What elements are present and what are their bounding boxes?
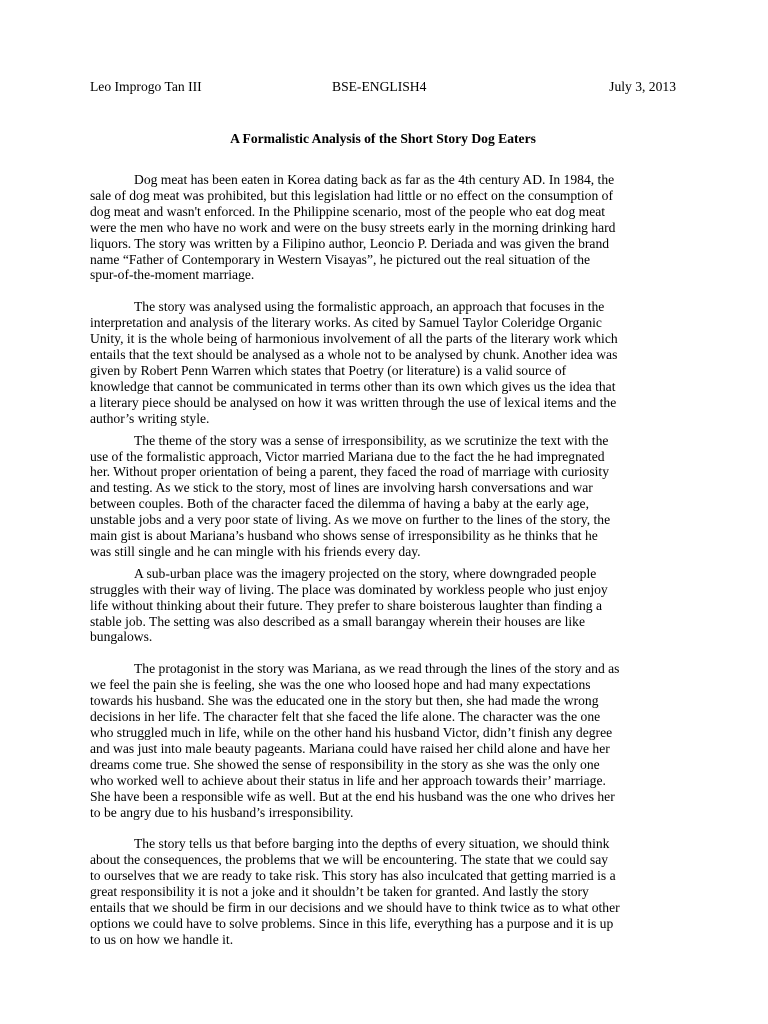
document-header [90,79,676,99]
paragraph-protagonist: The protagonist in the story was Mariana, as we read through the lines of the story and as we feel the pain she is feeling, she was the one who loosed hope and had many expectations towards his husband. She was the educated one in the story but then, she had made the wrong decisions in her life. The character felt that she faced the life alone. The character was the one who struggled much in life, while on the other hand his husband Victor, didn’t finish any degree and was just into male beauty pageants. Mariana could have raised her child alone and have her dreams come true. She showed the sense of responsibility in the story as she was the only one who worked well to achieve about their status in life and her approach towards their’ marriage. She have been a responsible wife as well. But at the end his husband was the one who drives her to be angry due to his husband’s irresponsibility. [90,661,620,820]
course-code: BSE-ENGLISH4 [332,79,427,94]
paragraph-theme: The theme of the story was a sense of irresponsibility, as we scrutinize the text with the use of the formalistic approach, Victor married Mariana due to the fact the he had impregnated her. Without proper orientation of being a parent, they faced the road of marriage with curiosity and testing. As we stick to the story, most of lines are involving harsh conversations and war between couples. Both of the character faced the dilemma of having a baby at the early age, unstable jobs and a very poor state of living. As we move on further to the lines of the story, the main gist is about Mariana’s husband who shows sense of irresponsibility as he thinks that he was still single and he can mingle with his friends every day. [90,432,611,559]
author-name: Leo Improgo Tan III [90,79,202,94]
paragraph-setting: A sub-urban place was the imagery projected on the story, where downgraded people struggles with their way of living. The place was dominated by workless people who just enjoy life without thinking about their future. They prefer to share boisterous laughter than finding a stable job. The setting was also described as a small barangay wherein their houses are like bungalows. [90,565,608,645]
document-body [90,172,676,964]
paragraph-intro: Dog meat has been eaten in Korea dating back as far as the 4th century AD. In 1984, the sale of dog meat was prohibited, but this legislation had little or no effect on the consumption of dog meat and wasn't enforced. In the Philippine scenario, most of the people who eat dog meat were the men who have no work and were on the busy streets early in the morning drinking hard liquors. The story was written by a Filipino author, Leoncio P. Deriada and was given the brand name “Father of Contemporary in Western Visayas”, he pictured out the real situation of the spur-of-the-moment marriage. [90,172,616,283]
paragraph-approach: The story was analysed using the formalistic approach, an approach that focuses in the interpretation and analysis of the literary works. As cited by Samuel Taylor Coleridge Organic Unity, it is the whole being of harmonious involvement of all the parts of the literary work which entails that the text should be analysed as a whole not to be analysed by chunk. Another idea was given by Robert Penn Warren which states that Poetry (or literature) is a valid source of knowledge that cannot be communicated in terms other than its own which gives us the idea that a literary piece should be analysed on how it was written through the use of lexical items and the author’s writing style. [90,299,618,426]
document-date: July 3, 2013 [609,79,676,94]
document-title: A Formalistic Analysis of the Short Story Dog Eaters [230,131,536,146]
paragraph-conclusion: The story tells us that before barging into the depths of every situation, we should think about the consequences, the problems that we will be encountering. The state that we could say to ourselves that we are ready to take risk. This story has also inculcated that getting married is a great responsibility it is not a joke and it shouldn’t be taken for granted. And lastly the story entails that we should be firm in our decisions and we should have to think twice as to what other options we could have to solve problems. Since in this life, everything has a purpose and it is up to us on how we handle it. [90,836,620,947]
